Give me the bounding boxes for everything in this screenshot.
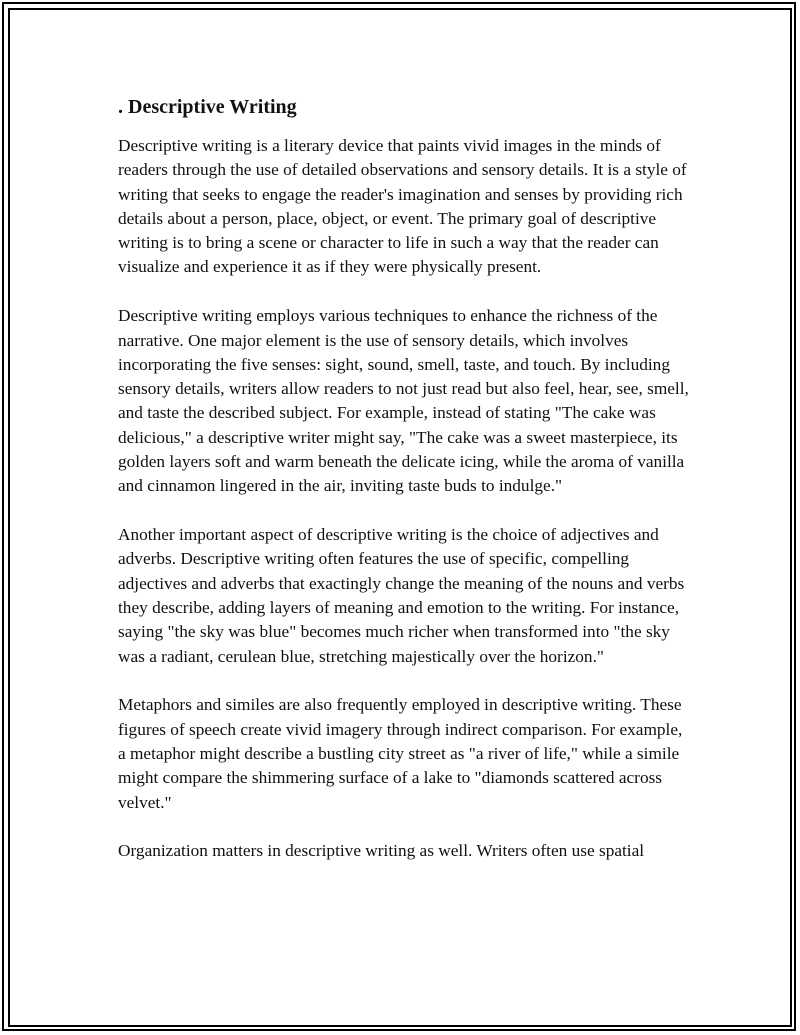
paragraph-sensory-details: Descriptive writing employs various techniques to enhance the richness of the narrative. One major element is the use of sensory details, which involves incorporating the five senses: sight, sound, smell, taste, and touch. By including sensory details, writers allow readers to not just read but also feel, hear, see, smell, and taste the described subject. For example, instead of stating "The cake was delicious," a descriptive writer might say, "The cake was a sweet masterpiece, its golden layers soft and warm beneath the delicate icing, while the aroma of vanilla and cinnamon lingered in the air, inviting taste buds to indulge." xyxy=(118,306,689,496)
paragraph-organization: Organization matters in descriptive writing as well. Writers often use spatial xyxy=(118,841,645,861)
document-body xyxy=(118,94,690,888)
document-heading: . Descriptive Writing xyxy=(118,96,297,118)
paragraph-adjectives-adverbs: Another important aspect of descriptive writing is the choice of adjectives and adverbs. Descriptive writing often features the use of specific, compelling adjectives and adverbs that exactingly change the meaning of the nouns and verbs they describe, adding layers of meaning and emotion to the writing. For instance, saying "the sky was blue" becomes much richer when transformed into "the sky was a radiant, cerulean blue, stretching majestically over the horizon." xyxy=(118,525,685,666)
paragraph-intro: Descriptive writing is a literary device that paints vivid images in the minds of readers through the use of detailed observations and sensory details. It is a style of writing that seeks to engage the reader's imagination and senses by providing rich details about a person, place, object, or event. The primary goal of descriptive writing is to bring a scene or character to life in such a way that the reader can visualize and experience it as if they were physically present. xyxy=(118,136,687,277)
paragraph-metaphors-similes: Metaphors and similes are also frequently employed in descriptive writing. These figures of speech create vivid imagery through indirect comparison. For example, a metaphor might describe a bustling city street as "a river of life," while a simile might compare the shimmering surface of a lake to "diamonds scattered across velvet." xyxy=(118,695,683,812)
